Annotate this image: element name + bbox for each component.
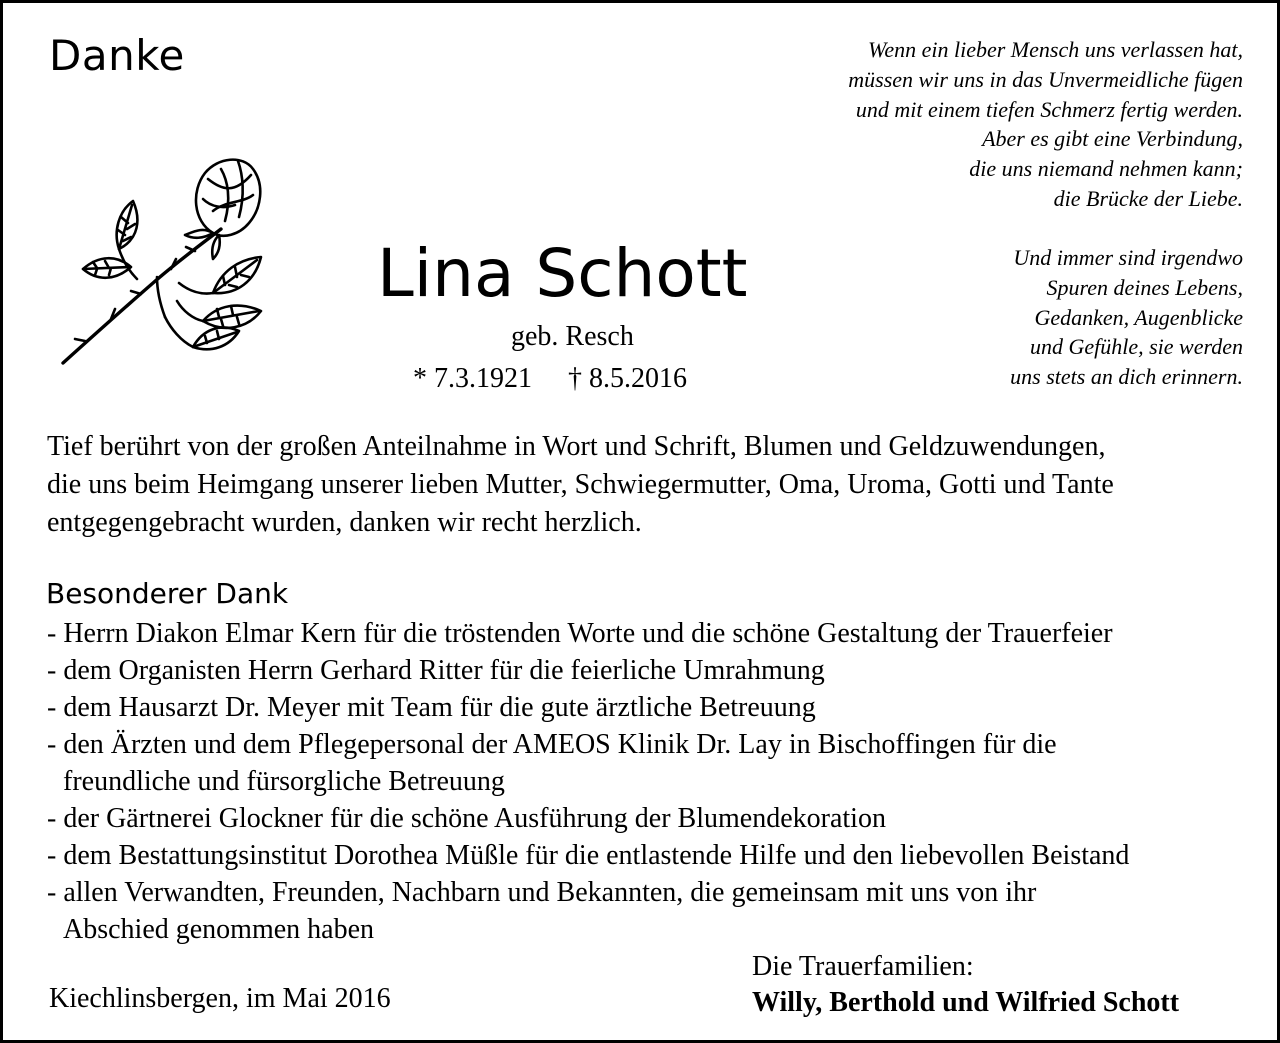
thanks-line: - dem Organisten Herrn Gerhard Ritter für die feierliche Umrahmung xyxy=(47,655,825,686)
family-label: Die Trauerfamilien: xyxy=(752,951,974,982)
family-names: Willy, Berthold und Wilfried Schott xyxy=(752,987,1180,1018)
thanks-line: - allen Verwandten, Freunden, Nachbarn und Bekannten, die gemeinsam mit uns von ihr xyxy=(47,877,1037,908)
poem-line: müssen wir uns in das Unvermeidliche fügen xyxy=(848,66,1243,92)
intro-line: entgegengebracht wurden, danken wir recht herzlich. xyxy=(47,507,642,538)
intro-text xyxy=(47,428,1247,542)
born-name: geb. Resch xyxy=(511,321,634,352)
thanks-line: freundliche und fürsorgliche Betreuung xyxy=(63,766,505,797)
thanks-line: - dem Hausarzt Dr. Meyer mit Team für die gute ärztliche Betreuung xyxy=(47,692,816,723)
intro-line: Tief berührt von der großen Anteilnahme in Wort und Schrift, Blumen und Geldzuwendungen, xyxy=(47,431,1106,462)
poem-line: und mit einem tiefen Schmerz fertig werden. xyxy=(855,96,1243,122)
special-thanks-title: Besonderer Dank xyxy=(46,577,289,610)
poem-line: Aber es gibt eine Verbindung, xyxy=(982,126,1243,152)
thanks-line: - den Ärzten und dem Pflegepersonal der AMEOS Klinik Dr. Lay in Bischoffingen für die xyxy=(47,729,1057,760)
poem-line: Gedanken, Augenblicke xyxy=(1034,304,1243,330)
thanks-line: - Herrn Diakon Elmar Kern für die tröstenden Worte und die schöne Gestaltung der Trauerfeier xyxy=(47,618,1113,649)
poem-bottom xyxy=(1010,243,1243,392)
thanks-list xyxy=(47,615,1129,948)
poem-line: und Gefühle, sie werden xyxy=(1029,334,1243,360)
poem-top xyxy=(848,35,1243,214)
thanks-line: Abschied genommen haben xyxy=(63,914,375,945)
heading: Danke xyxy=(49,31,185,80)
poem-line: Wenn ein lieber Mensch uns verlassen hat, xyxy=(868,37,1243,62)
poem-line: die Brücke der Liebe. xyxy=(1053,185,1243,211)
death-date: † 8.5.2016 xyxy=(568,363,687,394)
life-dates xyxy=(413,363,687,395)
place-date: Kiechlinsbergen, im Mai 2016 xyxy=(49,983,391,1014)
poem-line: uns stets an dich erinnern. xyxy=(1010,364,1243,390)
poem-line: Spuren deines Lebens, xyxy=(1046,274,1243,300)
thanks-line: - der Gärtnerei Glockner für die schöne Ausführung der Blumendekoration xyxy=(47,803,886,834)
rose-icon xyxy=(53,151,273,371)
poem-line: die uns niemand nehmen kann; xyxy=(969,156,1243,182)
birth-date: * 7.3.1921 xyxy=(413,363,532,394)
poem-line: Und immer sind irgendwo xyxy=(1013,245,1243,270)
thanks-line: - dem Bestattungsinstitut Dorothea Müßle für die entlastende Hilfe und den liebevollen Beistand xyxy=(47,840,1130,871)
intro-line: die uns beim Heimgang unserer lieben Mutter, Schwiegermutter, Oma, Uroma, Gotti und Tante xyxy=(47,469,1114,500)
deceased-name: Lina Schott xyxy=(377,235,748,312)
